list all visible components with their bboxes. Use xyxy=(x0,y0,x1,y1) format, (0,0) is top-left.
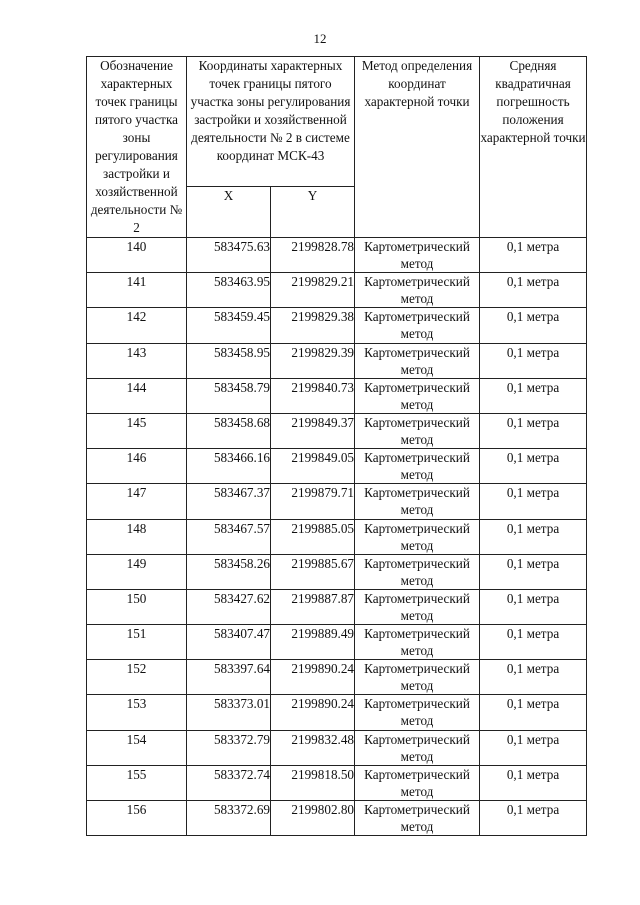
x-cell: 583463.95 xyxy=(187,273,271,308)
y-cell: 2199832.48 xyxy=(271,730,355,765)
table-row xyxy=(87,554,587,589)
error-cell: 0,1 метра xyxy=(480,660,587,695)
error-cell: 0,1 метра xyxy=(480,519,587,554)
table-row xyxy=(87,238,587,273)
table-row xyxy=(87,625,587,660)
coordinates-table xyxy=(86,56,587,836)
error-cell: 0,1 метра xyxy=(480,413,587,448)
table-row xyxy=(87,449,587,484)
page-number: 12 xyxy=(313,31,327,46)
point-cell: 150 xyxy=(87,589,187,624)
header-x: X xyxy=(187,187,271,238)
table-row xyxy=(87,308,587,343)
y-cell: 2199849.05 xyxy=(271,449,355,484)
table-row xyxy=(87,519,587,554)
table-row xyxy=(87,589,587,624)
error-cell: 0,1 метра xyxy=(480,378,587,413)
error-cell: 0,1 метра xyxy=(480,554,587,589)
table-row xyxy=(87,695,587,730)
x-cell: 583372.79 xyxy=(187,730,271,765)
point-cell: 148 xyxy=(87,519,187,554)
point-cell: 147 xyxy=(87,484,187,519)
error-cell: 0,1 метра xyxy=(480,625,587,660)
table-row xyxy=(87,730,587,765)
x-cell: 583397.64 xyxy=(187,660,271,695)
point-cell: 141 xyxy=(87,273,187,308)
method-cell: Картометрический метод xyxy=(355,273,480,308)
table-row xyxy=(87,484,587,519)
method-cell: Картометрический метод xyxy=(355,378,480,413)
method-cell: Картометрический метод xyxy=(355,238,480,273)
x-cell: 583475.63 xyxy=(187,238,271,273)
x-cell: 583372.74 xyxy=(187,765,271,800)
y-cell: 2199802.80 xyxy=(271,801,355,836)
y-cell: 2199828.78 xyxy=(271,238,355,273)
x-cell: 583458.79 xyxy=(187,378,271,413)
y-cell: 2199829.38 xyxy=(271,308,355,343)
table-row xyxy=(87,765,587,800)
x-cell: 583427.62 xyxy=(187,589,271,624)
header-y: Y xyxy=(271,187,355,238)
table-row xyxy=(87,413,587,448)
method-cell: Картометрический метод xyxy=(355,730,480,765)
x-cell: 583373.01 xyxy=(187,695,271,730)
y-cell: 2199840.73 xyxy=(271,378,355,413)
point-cell: 154 xyxy=(87,730,187,765)
method-cell: Картометрический метод xyxy=(355,413,480,448)
table-header xyxy=(87,57,587,238)
table-row xyxy=(87,273,587,308)
point-cell: 140 xyxy=(87,238,187,273)
y-cell: 2199849.37 xyxy=(271,413,355,448)
table-row xyxy=(87,343,587,378)
point-cell: 152 xyxy=(87,660,187,695)
y-cell: 2199889.49 xyxy=(271,625,355,660)
table-body xyxy=(87,238,587,836)
point-cell: 156 xyxy=(87,801,187,836)
error-cell: 0,1 метра xyxy=(480,730,587,765)
error-cell: 0,1 метра xyxy=(480,308,587,343)
error-cell: 0,1 метра xyxy=(480,343,587,378)
point-cell: 145 xyxy=(87,413,187,448)
header-method: Метод определения координат характерной точки xyxy=(355,57,480,238)
y-cell: 2199885.67 xyxy=(271,554,355,589)
point-cell: 143 xyxy=(87,343,187,378)
x-cell: 583407.47 xyxy=(187,625,271,660)
method-cell: Картометрический метод xyxy=(355,449,480,484)
method-cell: Картометрический метод xyxy=(355,660,480,695)
y-cell: 2199829.39 xyxy=(271,343,355,378)
table-row xyxy=(87,660,587,695)
x-cell: 583467.37 xyxy=(187,484,271,519)
table-row xyxy=(87,801,587,836)
point-cell: 155 xyxy=(87,765,187,800)
x-cell: 583458.26 xyxy=(187,554,271,589)
y-cell: 2199885.05 xyxy=(271,519,355,554)
error-cell: 0,1 метра xyxy=(480,238,587,273)
method-cell: Картометрический метод xyxy=(355,519,480,554)
point-cell: 149 xyxy=(87,554,187,589)
error-cell: 0,1 метра xyxy=(480,695,587,730)
method-cell: Картометрический метод xyxy=(355,801,480,836)
point-cell: 146 xyxy=(87,449,187,484)
method-cell: Картометрический метод xyxy=(355,765,480,800)
header-error: Средняя квадратичная погрешность положения характерной точки xyxy=(480,57,587,238)
error-cell: 0,1 метра xyxy=(480,589,587,624)
y-cell: 2199818.50 xyxy=(271,765,355,800)
header-coordinates: Координаты характерных точек границы пятого участка зоны регулирования застройки и хозяйственной деятельности № 2 в системе координат МСК-43 xyxy=(187,57,355,187)
method-cell: Картометрический метод xyxy=(355,625,480,660)
y-cell: 2199887.87 xyxy=(271,589,355,624)
method-cell: Картометрический метод xyxy=(355,308,480,343)
y-cell: 2199890.24 xyxy=(271,695,355,730)
x-cell: 583372.69 xyxy=(187,801,271,836)
method-cell: Картометрический метод xyxy=(355,589,480,624)
error-cell: 0,1 метра xyxy=(480,273,587,308)
y-cell: 2199890.24 xyxy=(271,660,355,695)
y-cell: 2199879.71 xyxy=(271,484,355,519)
point-cell: 142 xyxy=(87,308,187,343)
header-designation: Обозначение характерных точек границы пятого участка зоны регулирования застройки и хозяйственной деятельности № 2 xyxy=(87,57,187,238)
point-cell: 144 xyxy=(87,378,187,413)
x-cell: 583466.16 xyxy=(187,449,271,484)
point-cell: 151 xyxy=(87,625,187,660)
table-row xyxy=(87,378,587,413)
method-cell: Картометрический метод xyxy=(355,484,480,519)
x-cell: 583458.95 xyxy=(187,343,271,378)
point-cell: 153 xyxy=(87,695,187,730)
method-cell: Картометрический метод xyxy=(355,343,480,378)
error-cell: 0,1 метра xyxy=(480,484,587,519)
method-cell: Картометрический метод xyxy=(355,554,480,589)
y-cell: 2199829.21 xyxy=(271,273,355,308)
error-cell: 0,1 метра xyxy=(480,765,587,800)
error-cell: 0,1 метра xyxy=(480,801,587,836)
error-cell: 0,1 метра xyxy=(480,449,587,484)
x-cell: 583467.57 xyxy=(187,519,271,554)
x-cell: 583459.45 xyxy=(187,308,271,343)
method-cell: Картометрический метод xyxy=(355,695,480,730)
x-cell: 583458.68 xyxy=(187,413,271,448)
